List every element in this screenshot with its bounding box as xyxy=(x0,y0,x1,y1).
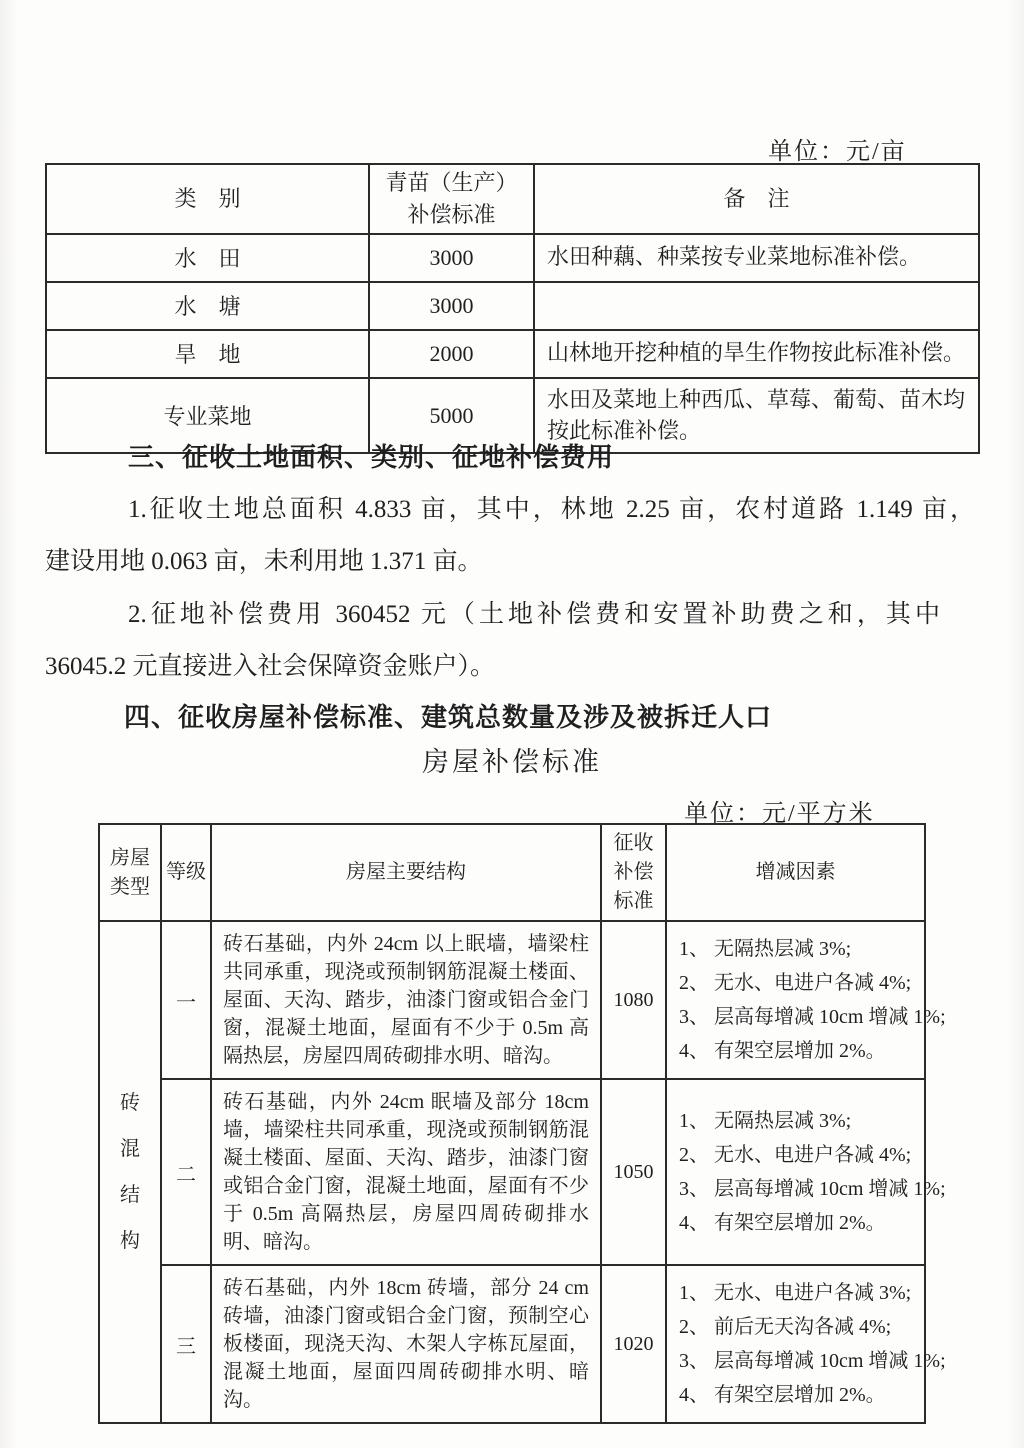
header-note: 备 注 xyxy=(534,164,979,234)
note-cell: 水田及菜地上种西瓜、草莓、葡萄、苗木均按此标准补偿。 xyxy=(534,378,979,454)
factor-item: 3、 层高每增减 10cm 增减 1%; xyxy=(679,1006,946,1028)
table-row xyxy=(46,234,979,282)
factors-cell xyxy=(666,1079,946,1265)
paragraph1-line2: 建设用地 0.063 亩，未利用地 1.371 亩。 xyxy=(45,548,483,575)
standard-cell: 3000 xyxy=(369,282,534,330)
grade-cell: 二 xyxy=(161,1079,211,1265)
structure-cell: 砖石基础，内外 18cm 砖墙，部分 24 cm 砖墙，油漆门窗或铝合金门窗，预制空心板楼面，现浇天沟、木架人字栋瓦屋面，混凝土地面，屋面四周砖砌排水明、暗沟。 xyxy=(211,1265,601,1423)
table-row xyxy=(99,921,925,1079)
grade-cell: 一 xyxy=(161,921,211,1079)
factor-item: 1、 无隔热层减 3%; xyxy=(679,938,852,960)
structure-cell: 砖石基础，内外 24cm 眠墙及部分 18cm 墙，墙梁柱共同承重，现浇或预制钢筋混凝土楼面、屋面、天沟、踏步，油漆门窗或铝合金门窗，混凝土地面，屋面有不少于 0.5m 高隔热层，房屋四周砖砌排水明、暗沟。 xyxy=(211,1079,601,1265)
header-standard: 青苗（生产）补偿标准 xyxy=(369,164,534,234)
note-cell xyxy=(534,282,979,330)
factors-cell xyxy=(666,1265,946,1423)
factor-item: 1、 无水、电进户各减 3%; xyxy=(679,1282,912,1304)
standard-cell: 3000 xyxy=(369,234,534,282)
header-standard: 征收补偿标准 xyxy=(601,824,666,921)
header-house-type: 房屋类型 xyxy=(99,824,161,921)
section3-heading: 三、征收土地面积、类别、征地补偿费用 xyxy=(128,443,615,472)
factors-cell xyxy=(666,921,946,1079)
table-header-row xyxy=(46,164,979,234)
header-factors: 增减因素 xyxy=(666,824,925,921)
factor-item: 2、 无水、电进户各减 4%; xyxy=(679,1144,912,1166)
category-cell: 水 田 xyxy=(46,234,369,282)
structure-cell: 砖石基础，内外 24cm 以上眠墙，墙梁柱共同承重，现浇或预制钢筋混凝土楼面、屋面、天沟、踏步，油漆门窗或铝合金门窗，混凝土地面，屋面有不少于 0.5m 高隔热层，房屋四周砖砌排水明、暗沟。 xyxy=(211,921,601,1079)
category-cell: 旱 地 xyxy=(46,330,369,378)
factor-item: 3、 层高每增减 10cm 增减 1%; xyxy=(679,1178,946,1200)
house-type-cell xyxy=(99,921,161,1423)
note-cell: 水田种藕、种菜按专业菜地标准补偿。 xyxy=(534,234,979,282)
standard-cell: 1050 xyxy=(601,1079,666,1265)
table-row xyxy=(99,1079,925,1265)
house-compensation-table xyxy=(98,823,946,1424)
header-grade: 等级 xyxy=(161,824,211,921)
factor-item: 3、 层高每增减 10cm 增减 1%; xyxy=(679,1350,946,1372)
category-cell: 专业菜地 xyxy=(46,378,369,454)
table-header-row xyxy=(99,824,925,921)
factor-item: 4、 有架空层增加 2%。 xyxy=(679,1384,886,1406)
standard-cell: 1020 xyxy=(601,1265,666,1423)
table-row xyxy=(46,282,979,330)
table-row xyxy=(99,1265,925,1423)
table1-unit-label: 单位：元/亩 xyxy=(768,139,907,165)
factor-item: 4、 有架空层增加 2%。 xyxy=(679,1040,886,1062)
header-structure: 房屋主要结构 xyxy=(211,824,601,921)
standard-cell: 2000 xyxy=(369,330,534,378)
table2-unit-label: 单位：元/平方米 xyxy=(684,801,875,827)
section4-heading: 四、征收房屋补偿标准、建筑总数量及涉及被拆迁人口 xyxy=(124,703,773,732)
standard-cell: 1080 xyxy=(601,921,666,1079)
house-table-title: 房屋补偿标准 xyxy=(422,747,602,777)
standard-cell: 5000 xyxy=(369,378,534,454)
crop-compensation-table xyxy=(45,163,980,454)
factor-item: 4、 有架空层增加 2%。 xyxy=(679,1212,886,1234)
factor-item: 1、 无隔热层减 3%; xyxy=(679,1110,852,1132)
grade-cell: 三 xyxy=(161,1265,211,1423)
category-cell: 水 塘 xyxy=(46,282,369,330)
paragraph2-line2: 36045.2 元直接进入社会保障资金账户）。 xyxy=(45,653,496,680)
house-type-vertical-label: 砖混结构 xyxy=(120,1092,140,1252)
paragraph1-line1: 1.征收土地总面积 4.833 亩，其中，林地 2.25 亩，农村道路 1.149 亩， xyxy=(128,496,975,523)
paragraph2-line1: 2.征地补偿费用 360452 元（土地补偿费和安置补助费之和，其中 xyxy=(128,601,940,628)
table-row xyxy=(46,330,979,378)
factor-item: 2、 无水、电进户各减 4%; xyxy=(679,972,912,994)
note-cell: 山林地开挖种植的旱生作物按此标准补偿。 xyxy=(534,330,979,378)
header-category: 类 别 xyxy=(46,164,369,234)
factor-item: 2、 前后无天沟各减 4%; xyxy=(679,1316,892,1338)
